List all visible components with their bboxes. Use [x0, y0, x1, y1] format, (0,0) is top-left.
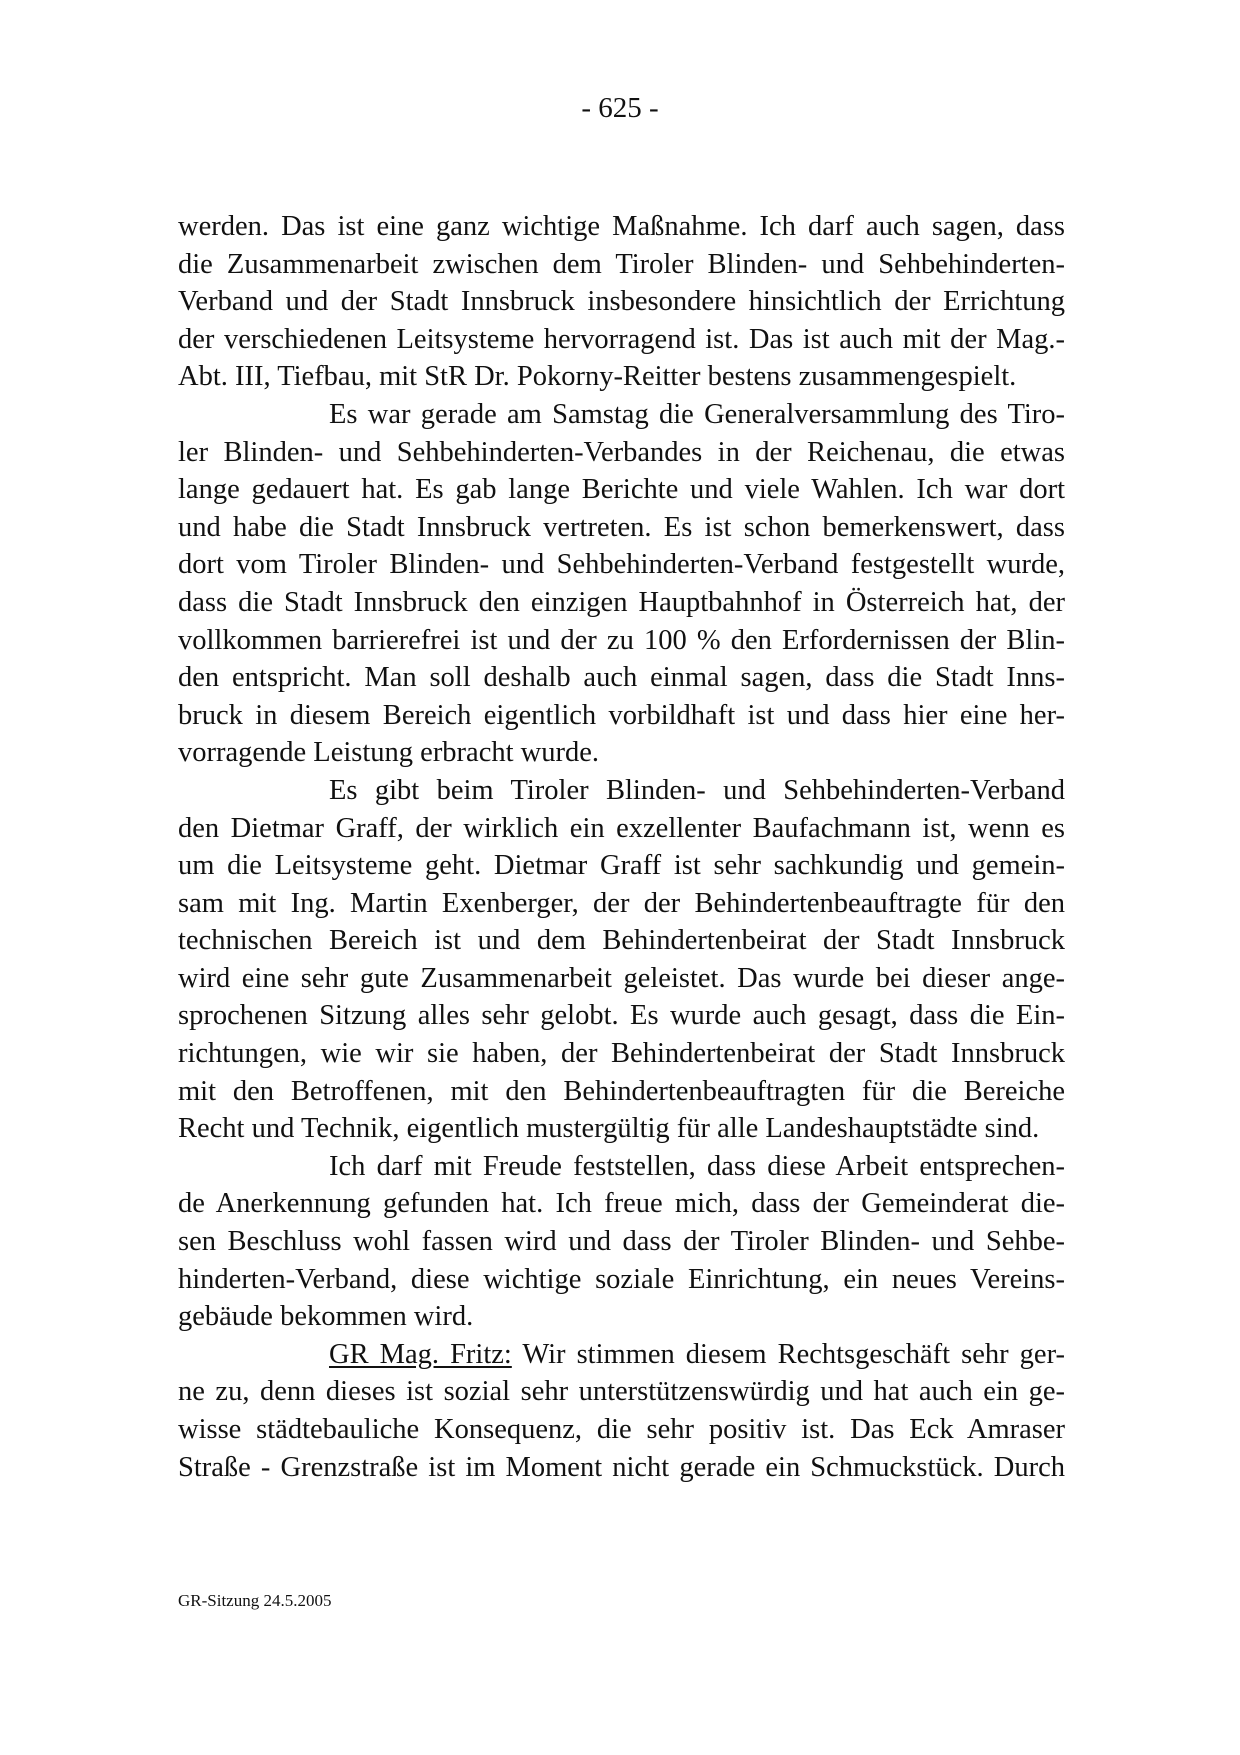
text-line: wisse städtebauliche Konsequenz, die sehr positiv ist. Das Eck Amraser: [178, 1414, 1065, 1445]
text-line: gebäude bekommen wird.: [178, 1301, 474, 1333]
text-line: ler Blinden- und Sehbehinderten-Verbandes in der Reichenau, die etwas: [178, 436, 1065, 468]
text-line: den Dietmar Graff, der wirklich ein exzellenter Baufachmann ist, wenn es: [178, 812, 1065, 844]
text-line: Ich darf mit Freude feststellen, dass diese Arbeit entsprechen-: [329, 1150, 1065, 1182]
text-line: die Zusammenarbeit zwischen dem Tiroler Blinden- und Sehbehinderten-: [178, 248, 1065, 280]
text-line: Straße - Grenzstraße ist im Moment nicht gerade ein Schmuckstück. Durch: [178, 1451, 1065, 1483]
text-line: lange gedauert hat. Es gab lange Berichte und viele Wahlen. Ich war dort: [178, 474, 1065, 506]
text-line: technischen Bereich ist und dem Behindertenbeirat der Stadt Innsbruck: [178, 925, 1065, 957]
text-line: bruck in diesem Bereich eigentlich vorbildhaft ist und dass hier eine her-: [178, 699, 1065, 731]
paragraph-4: [178, 1148, 1065, 1336]
paragraph-2: [178, 396, 1065, 772]
text-line: Verband und der Stadt Innsbruck insbesondere hinsichtlich der Errichtung: [178, 286, 1065, 318]
text-line: sam mit Ing. Martin Exenberger, der der Behindertenbeauftragte für den: [178, 887, 1065, 919]
paragraph-3: [178, 772, 1065, 1148]
document-body: [178, 208, 1065, 1486]
text-line: richtungen, wie wir sie haben, der Behindertenbeirat der Stadt Innsbruck: [178, 1038, 1065, 1070]
text-line: sprochenen Sitzung alles sehr gelobt. Es wurde auch gesagt, dass die Ein-: [178, 1000, 1065, 1032]
text-line: hinderten-Verband, diese wichtige soziale Einrichtung, ein neues Vereins-: [178, 1263, 1065, 1295]
text-line: Es gibt beim Tiroler Blinden- und Sehbehinderten-Verband: [329, 774, 1065, 806]
text-line: den entspricht. Man soll deshalb auch einmal sagen, dass die Stadt Inns-: [178, 662, 1065, 694]
text-line: Es war gerade am Samstag die Generalversammlung des Tiro-: [329, 398, 1065, 430]
text-line: vorragende Leistung erbracht wurde.: [178, 737, 599, 769]
text-line: der verschiedenen Leitsysteme hervorragend ist. Das ist auch mit der Mag.-: [178, 323, 1065, 355]
text-line: um die Leitsysteme geht. Dietmar Graff ist sehr sachkundig und gemein-: [178, 850, 1065, 882]
footer-session: GR-Sitzung 24.5.2005: [178, 1591, 332, 1610]
text-line: dass die Stadt Innsbruck den einzigen Hauptbahnhof in Österreich hat, der: [178, 586, 1065, 618]
text-line: Abt. III, Tiefbau, mit StR Dr. Pokorny-Reitter bestens zusammengespielt.: [178, 361, 1017, 393]
paragraph-1: [178, 208, 1065, 396]
text-line: wird eine sehr gute Zusammenarbeit geleistet. Das wurde bei dieser ange-: [178, 962, 1065, 994]
text-line: dort vom Tiroler Blinden- und Sehbehinderten-Verband festgestellt wurde,: [178, 549, 1065, 581]
text-line: vollkommen barrierefrei ist und der zu 100 % den Erfordernissen der Blin-: [178, 624, 1065, 656]
text-line: Recht und Technik, eigentlich mustergültig für alle Landeshauptstädte sind.: [178, 1113, 1040, 1145]
text-line: mit den Betroffenen, mit den Behindertenbeauftragten für die Bereiche: [178, 1075, 1065, 1107]
text-line: de Anerkennung gefunden hat. Ich freue mich, dass der Gemeinderat die-: [178, 1188, 1065, 1220]
text-line-speaker: [178, 1336, 1065, 1374]
text-line: sen Beschluss wohl fassen wird und dass der Tiroler Blinden- und Sehbe-: [178, 1226, 1065, 1258]
speaker-name: GR Mag. Fritz:: [329, 1338, 512, 1370]
page-number: - 625 -: [581, 92, 659, 124]
speaker-text: Wir stimmen diesem Rechtsgeschäft sehr ger-: [511, 1338, 1065, 1370]
paragraph-5: [178, 1336, 1065, 1486]
text-line: ne zu, denn dieses ist sozial sehr unterstützenswürdig und hat auch ein ge-: [178, 1376, 1065, 1408]
text-line: werden. Das ist eine ganz wichtige Maßnahme. Ich darf auch sagen, dass: [178, 211, 1065, 242]
text-line: und habe die Stadt Innsbruck vertreten. Es ist schon bemerkenswert, dass: [178, 511, 1065, 543]
